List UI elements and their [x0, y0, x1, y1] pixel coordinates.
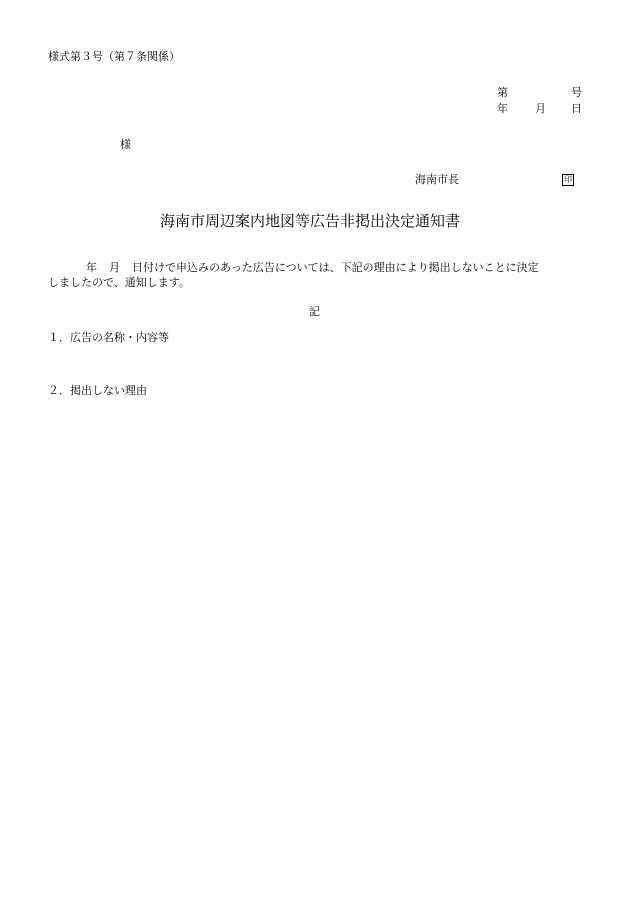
- seal-icon: 印: [564, 175, 572, 184]
- date-month: 月: [535, 102, 546, 115]
- item-ad-name: １．広告の名称・内容等: [48, 331, 169, 344]
- body-line2-text: しましたので、通知します。: [48, 276, 190, 289]
- document-number-go: 号: [571, 86, 582, 99]
- form-number: 様式第３号（第７条関係）: [48, 50, 180, 63]
- recipient-suffix: 様: [120, 138, 131, 151]
- issuer-title: 海南市長: [415, 173, 459, 186]
- page-title: 海南市周辺案内地図等広告非掲出決定通知書: [160, 212, 461, 230]
- item-reason: ２．掲出しない理由: [48, 384, 147, 397]
- date-day: 日: [571, 102, 582, 115]
- body-year: 年: [86, 261, 97, 274]
- ki-heading: 記: [309, 305, 320, 318]
- body-month: 月: [109, 261, 120, 274]
- date-year: 年: [497, 102, 508, 115]
- body-line1-text: 日付けで申込みのあった広告については、下記の理由により掲出しないことに決定: [132, 261, 539, 274]
- document-number-dai: 第: [497, 86, 508, 99]
